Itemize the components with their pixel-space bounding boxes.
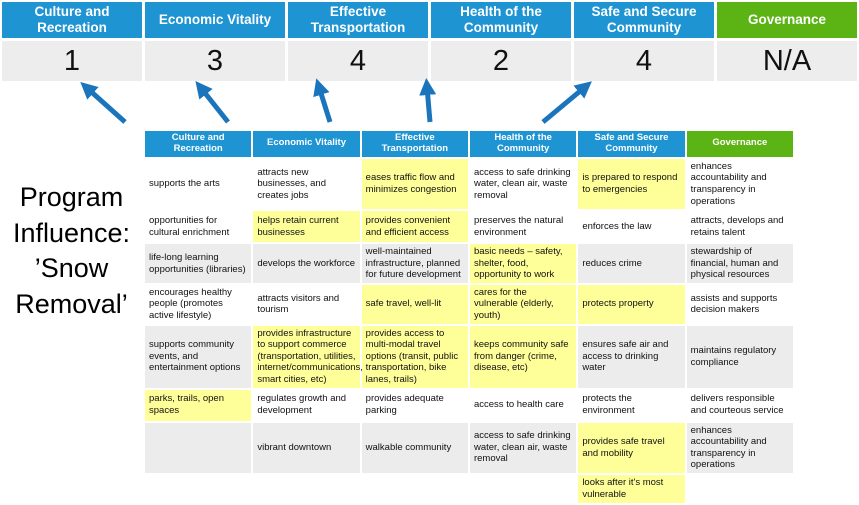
summary-header-cell: Effective Transportation bbox=[288, 2, 428, 38]
matrix-cell: well-maintained infrastructure, planned for future development bbox=[362, 244, 468, 283]
matrix-cell: enforces the law bbox=[578, 211, 684, 242]
matrix-row bbox=[145, 475, 793, 503]
matrix-cell bbox=[362, 475, 468, 503]
matrix-cell: access to safe drinking water, clean air, waste removal bbox=[470, 159, 576, 209]
matrix-cell-highlighted: is prepared to respond to emergencies bbox=[578, 159, 684, 209]
summary-score-cell: 3 bbox=[145, 41, 285, 81]
matrix-cell: enhances accountability and transparency in operations bbox=[687, 423, 793, 473]
matrix-cell: ensures safe air and access to drinking water bbox=[578, 326, 684, 388]
matrix-row bbox=[145, 390, 793, 421]
matrix-column-header: Safe and Secure Community bbox=[578, 131, 684, 157]
influence-arrow bbox=[319, 87, 330, 122]
matrix-cell: stewardship of financial, human and physical resources bbox=[687, 244, 793, 283]
matrix-cell: regulates growth and development bbox=[253, 390, 359, 421]
matrix-cell bbox=[145, 475, 251, 503]
influence-arrows bbox=[0, 78, 859, 130]
matrix-cell: assists and supports decision makers bbox=[687, 285, 793, 324]
summary-header-cell: Safe and Secure Community bbox=[574, 2, 714, 38]
matrix-header-row bbox=[145, 131, 793, 157]
summary-column bbox=[717, 2, 857, 81]
matrix-column-header: Effective Transportation bbox=[362, 131, 468, 157]
matrix-cell: enhances accountability and transparency in operations bbox=[687, 159, 793, 209]
matrix-cell-highlighted: parks, trails, open spaces bbox=[145, 390, 251, 421]
matrix-cell: attracts new businesses, and creates jobs bbox=[253, 159, 359, 209]
summary-score-cell: N/A bbox=[717, 41, 857, 81]
summary-header-cell: Health of the Community bbox=[431, 2, 571, 38]
matrix-row bbox=[145, 159, 793, 209]
program-influence-label: Program Influence: ’Snow Removal’ bbox=[12, 182, 131, 319]
matrix-cell-highlighted: looks after it's most vulnerable bbox=[578, 475, 684, 503]
matrix-cell: develops the workforce bbox=[253, 244, 359, 283]
matrix-cell: access to safe drinking water, clean air, waste removal bbox=[470, 423, 576, 473]
matrix-cell bbox=[470, 475, 576, 503]
matrix-cell: supports community events, and entertainment options bbox=[145, 326, 251, 388]
matrix-row bbox=[145, 326, 793, 388]
summary-header-cell: Economic Vitality bbox=[145, 2, 285, 38]
matrix-cell-highlighted: provides safe travel and mobility bbox=[578, 423, 684, 473]
influence-arrow bbox=[543, 87, 585, 122]
matrix-cell: provides adequate parking bbox=[362, 390, 468, 421]
matrix-cell-highlighted: provides convenient and efficient access bbox=[362, 211, 468, 242]
matrix-cell-highlighted: helps retain current businesses bbox=[253, 211, 359, 242]
summary-column bbox=[288, 2, 428, 81]
matrix-column-header: Governance bbox=[687, 131, 793, 157]
influence-arrow bbox=[427, 87, 430, 122]
matrix-row bbox=[145, 423, 793, 473]
matrix-cell-highlighted: cares for the vulnerable (elderly, youth) bbox=[470, 285, 576, 324]
summary-score-cell: 2 bbox=[431, 41, 571, 81]
matrix-cell: protects the environment bbox=[578, 390, 684, 421]
matrix-cell: attracts visitors and tourism bbox=[253, 285, 359, 324]
matrix-cell bbox=[253, 475, 359, 503]
influence-arrow bbox=[201, 88, 228, 122]
matrix-cell: vibrant downtown bbox=[253, 423, 359, 473]
matrix-cell-highlighted: provides infrastructure to support commerce (transportation, utilities, internet/communications, smart cities, etc) bbox=[253, 326, 359, 388]
matrix-cell: life-long learning opportunities (libraries) bbox=[145, 244, 251, 283]
matrix-cell-highlighted: basic needs – safety, shelter, food, opportunity to work bbox=[470, 244, 576, 283]
summary-column bbox=[145, 2, 285, 81]
matrix-cell: attracts, develops and retains talent bbox=[687, 211, 793, 242]
matrix-body bbox=[145, 159, 793, 503]
summary-column bbox=[2, 2, 142, 81]
matrix-cell: preserves the natural environment bbox=[470, 211, 576, 242]
matrix-cell: maintains regulatory compliance bbox=[687, 326, 793, 388]
summary-column bbox=[431, 2, 571, 81]
matrix-row bbox=[145, 285, 793, 324]
matrix-cell-highlighted: protects property bbox=[578, 285, 684, 324]
influence-arrow bbox=[87, 88, 125, 122]
matrix-row bbox=[145, 211, 793, 242]
summary-score-cell: 4 bbox=[288, 41, 428, 81]
matrix-column-header: Economic Vitality bbox=[253, 131, 359, 157]
matrix-cell bbox=[145, 423, 251, 473]
values-matrix bbox=[143, 129, 795, 505]
matrix-cell: delivers responsible and courteous service bbox=[687, 390, 793, 421]
matrix-cell: walkable community bbox=[362, 423, 468, 473]
matrix-cell: reduces crime bbox=[578, 244, 684, 283]
summary-score-cell: 1 bbox=[2, 41, 142, 81]
matrix-header bbox=[145, 131, 793, 157]
matrix-cell: access to health care bbox=[470, 390, 576, 421]
matrix-cell: encourages healthy people (promotes active lifestyle) bbox=[145, 285, 251, 324]
summary-score-cell: 4 bbox=[574, 41, 714, 81]
matrix-cell: supports the arts bbox=[145, 159, 251, 209]
matrix-cell-highlighted: eases traffic flow and minimizes congestion bbox=[362, 159, 468, 209]
matrix-cell bbox=[687, 475, 793, 503]
matrix-cell-highlighted: safe travel, well-lit bbox=[362, 285, 468, 324]
summary-column bbox=[574, 2, 714, 81]
summary-header-cell: Culture and Recreation bbox=[2, 2, 142, 38]
matrix-row bbox=[145, 244, 793, 283]
matrix-column-header: Health of the Community bbox=[470, 131, 576, 157]
summary-header-cell: Governance bbox=[717, 2, 857, 38]
matrix-cell: opportunities for cultural enrichment bbox=[145, 211, 251, 242]
matrix-cell-highlighted: keeps community safe from danger (crime, disease, etc) bbox=[470, 326, 576, 388]
summary-table bbox=[2, 2, 857, 81]
matrix-column-header: Culture and Recreation bbox=[145, 131, 251, 157]
matrix-cell-highlighted: provides access to multi-modal travel options (transit, public transportation, bike lanes, trails) bbox=[362, 326, 468, 388]
